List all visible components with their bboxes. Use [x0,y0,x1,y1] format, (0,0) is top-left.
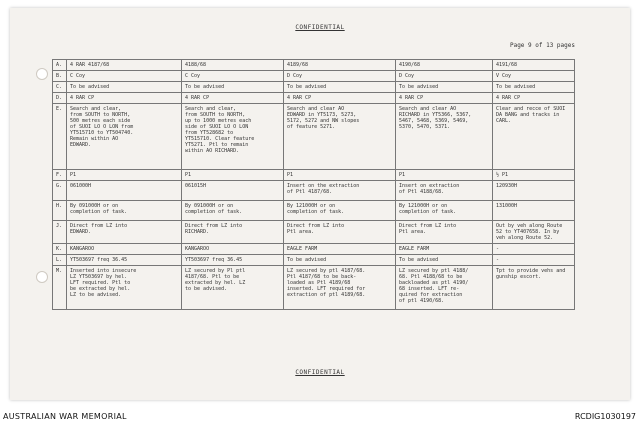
table-cell: Search and clear AO EDWARD in YT5173, 5273, 5172, 5272 and NW slopes of feature 5271. [284,104,396,170]
archive-footer [0,410,640,426]
table-cell: By 121000H or on completion of task. [284,201,396,221]
table-row [53,82,575,93]
classification-footer: CONFIDENTIAL [295,369,345,376]
table-cell: To be advised [67,82,182,93]
table-row [53,221,575,244]
table-cell: D Coy [284,71,396,82]
row-label: A. [53,60,67,71]
table-cell: Clear and recce of SUOI DA BANG and tracks in CARL. [493,104,575,170]
table-cell: By 091000H or on completion of task. [182,201,284,221]
table-cell: To be advised [284,82,396,93]
table-cell: 4 RAR CP [284,93,396,104]
punch-hole [36,68,48,80]
table-cell: 4 RAR CP [396,93,493,104]
table-cell: To be advised [284,255,396,266]
row-label: E. [53,104,67,170]
patrol-table [52,59,575,310]
table-cell: Direct from LZ into Ptl area. [284,221,396,244]
archive-id: RCDIG1030197 [574,412,636,421]
punch-hole [36,271,48,283]
table-row [53,201,575,221]
row-label: M. [53,266,67,310]
table-cell: P1 [67,170,182,181]
table-cell: Inserted into insecure LZ YT503697 by hel. LFT required. Ptl to be extracted by hel. LZ to be advised. [67,266,182,310]
table-cell: Search and clear, from SOUTH to NORTH, up to 1000 metres each side of SUOI LO O LON from YT528682 to YT515710. Clear feature YT5271. Ptl to remain within AO RICHARD. [182,104,284,170]
table-cell: To be advised [493,82,575,93]
table-cell: - [493,255,575,266]
table-row [53,244,575,255]
table-cell: To be advised [182,82,284,93]
table-row [53,181,575,201]
table-cell: To be advised [396,255,493,266]
archive-name: AUSTRALIAN WAR MEMORIAL [3,412,127,421]
row-label: C. [53,82,67,93]
table-cell: - [493,244,575,255]
table-cell: Tpt to provide vehs and gunship escort. [493,266,575,310]
table-cell: ½ P1 [493,170,575,181]
table-cell: By 121000H or on completion of task. [396,201,493,221]
table-row [53,93,575,104]
table-cell: 4 RAR 4187/68 [67,60,182,71]
table-cell: Out by veh along Route 52 to YT407658. In by veh along Route 52. [493,221,575,244]
table-row [53,170,575,181]
row-label: B. [53,71,67,82]
table-cell: LZ secured by ptl 4187/68. Ptl 4187/68 to be back- loaded as Ptl 4189/68 inserted. LFT required for extraction of ptl 4189/68. [284,266,396,310]
table-cell: 4191/68 [493,60,575,71]
table-cell: 4 RAR CP [493,93,575,104]
table-cell: P1 [284,170,396,181]
table-cell: V Coy [493,71,575,82]
table-cell: 4190/68 [396,60,493,71]
table-cell: 131000H [493,201,575,221]
table-cell: 4 RAR CP [182,93,284,104]
row-label: F. [53,170,67,181]
table-cell: P1 [182,170,284,181]
table-cell: LZ secured by Pl ptl 4187/68. Ptl to be extracted by hel. LZ to be advised. [182,266,284,310]
table-cell: 4189/68 [284,60,396,71]
table-cell: Direct from LZ into Ptl area. [396,221,493,244]
table-cell: KANGAROO [67,244,182,255]
table-cell: 061015H [182,181,284,201]
table-cell: KANGAROO [182,244,284,255]
table-cell: C Coy [182,71,284,82]
table-row [53,71,575,82]
table-cell: Direct from LZ into EDWARD. [67,221,182,244]
table-cell: P1 [396,170,493,181]
table-row [53,60,575,71]
table-row [53,104,575,170]
table-cell: 4 RAR CP [67,93,182,104]
table-cell: 061000H [67,181,182,201]
table-cell: LZ secured by ptl 4188/ 68. Ptl 4188/68 to be backloaded as ptl 4190/ 68 inserted. LFT re- quired for extraction of ptl 4190/68. [396,266,493,310]
document-page [10,8,630,400]
table-cell: Direct from LZ into RICHARD. [182,221,284,244]
row-label: D. [53,93,67,104]
row-label: J. [53,221,67,244]
table-cell: Search and clear, from SOUTH to NORTH, 500 metres each side of SUOI LO O LON from YT515710 to YT504740. Remain within AO EDWARD. [67,104,182,170]
table-cell: YT503697 freq 36.45 [67,255,182,266]
table-cell: Insert on extraction of Ptl 4188/68. [396,181,493,201]
table-cell: To be advised [396,82,493,93]
table-cell: Insert on the extraction of Ptl 4187/68. [284,181,396,201]
table-row [53,255,575,266]
row-label: G. [53,181,67,201]
classification-header: CONFIDENTIAL [295,24,345,31]
table-cell: EAGLE FARM [396,244,493,255]
table-cell: 120930H [493,181,575,201]
row-label: H. [53,201,67,221]
table-cell: D Coy [396,71,493,82]
table-cell: YT503697 freq 36.45 [182,255,284,266]
table-cell: C Coy [67,71,182,82]
table-cell: EAGLE FARM [284,244,396,255]
row-label: L. [53,255,67,266]
table-cell: By 091000H or on completion of task. [67,201,182,221]
table-cell: Search and clear AO RICHARD in YT5366, 5367, 5467, 5468, 5369, 5469, 5370, 5470, 5371. [396,104,493,170]
page-number: Page 9 of 13 pages [509,42,575,49]
row-label: K. [53,244,67,255]
table-row [53,266,575,310]
table-cell: 4188/68 [182,60,284,71]
